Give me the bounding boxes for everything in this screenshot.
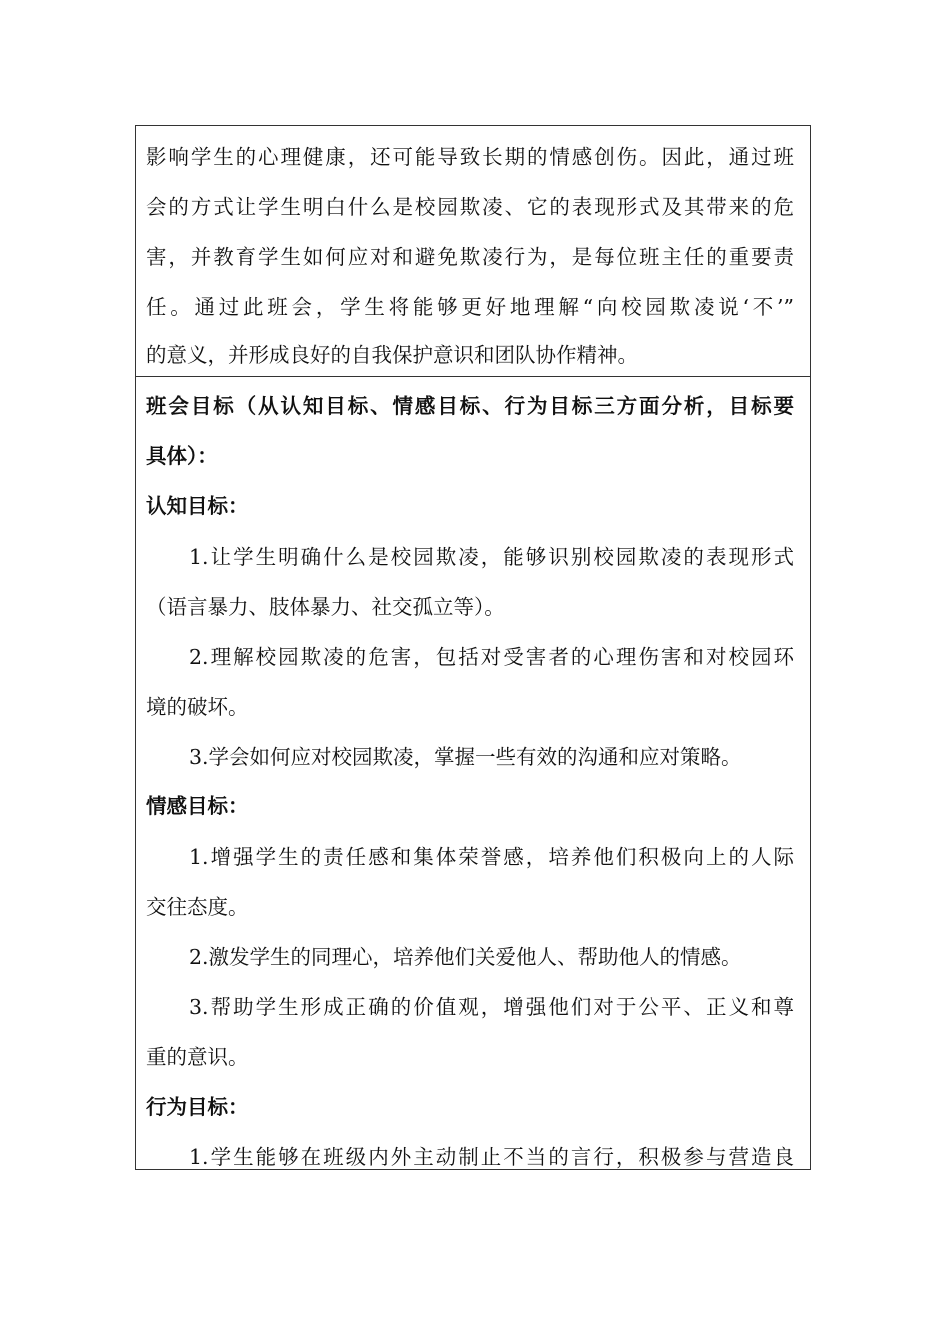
emotional-item: 3.帮助学生形成正确的价值观，增强他们对于公平、正义和尊 — [189, 995, 794, 1019]
emotional-item: 2.激发学生的同理心，培养他们关爱他人、帮助他人的情感。 — [189, 945, 742, 969]
document-table — [135, 125, 811, 1170]
cognitive-item: 境的破坏。 — [146, 695, 249, 719]
cognitive-item: 1.让学生明确什么是校园欺凌，能够识别校园欺凌的表现形式 — [189, 545, 794, 569]
cognitive-item: （语言暴力、肢体暴力、社交孤立等）。 — [146, 595, 505, 619]
background-cell — [136, 126, 810, 376]
emotional-item: 重的意识。 — [146, 1045, 249, 1069]
objectives-cell — [136, 376, 810, 1171]
paragraph-line: 的意义，并形成良好的自我保护意识和团队协作精神。 — [146, 343, 638, 367]
emotional-item: 1.增强学生的责任感和集体荣誉感，培养他们积极向上的人际 — [189, 845, 794, 869]
paragraph-line: 影响学生的心理健康，还可能导致长期的情感创伤。因此，通过班 — [146, 145, 794, 169]
cognitive-item: 3.学会如何应对校园欺凌，掌握一些有效的沟通和应对策略。 — [189, 745, 742, 769]
objectives-heading: 具体）： — [146, 444, 218, 468]
behavioral-item: 1.学生能够在班级内外主动制止不当的言行，积极参与营造良 — [189, 1145, 794, 1169]
cognitive-item: 2.理解校园欺凌的危害，包括对受害者的心理伤害和对校园环 — [189, 645, 794, 669]
emotional-item: 交往态度。 — [146, 895, 249, 919]
objectives-heading: 班会目标（从认知目标、情感目标、行为目标三方面分析，目标要 — [146, 394, 794, 418]
paragraph-line: 害，并教育学生如何应对和避免欺凌行为，是每位班主任的重要责 — [146, 245, 794, 269]
paragraph-line: 任。通过此班会，学生将能够更好地理解“向校园欺凌说‘不’” — [146, 295, 794, 319]
paragraph-line: 会的方式让学生明白什么是校园欺凌、它的表现形式及其带来的危 — [146, 195, 794, 219]
behavioral-title: 行为目标： — [146, 1095, 249, 1119]
emotional-title: 情感目标： — [146, 794, 249, 818]
cognitive-title: 认知目标： — [146, 494, 249, 518]
